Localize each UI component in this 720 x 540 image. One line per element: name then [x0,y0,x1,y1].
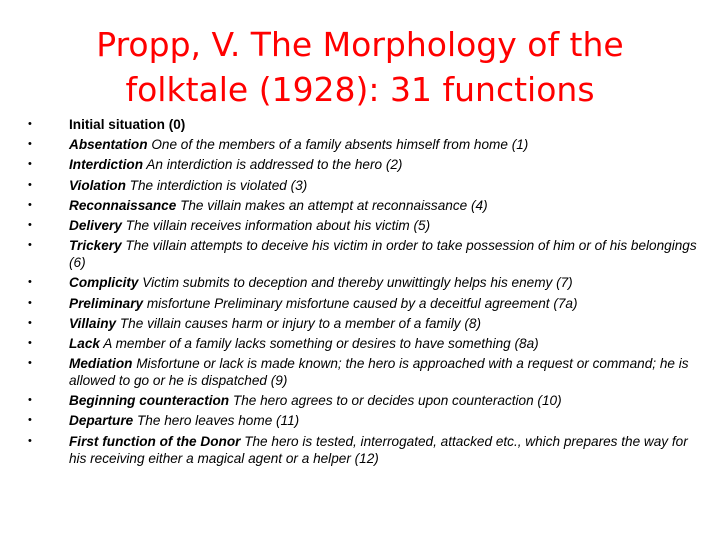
function-term: Preliminary [69,295,144,311]
functions-list [28,116,708,470]
function-description: The hero is tested, interrogated, attacked etc., which prepares the way for his receiving either a magical agent or a helper (12) [69,433,688,466]
list-item [28,156,708,173]
bullet-icon: • [28,394,32,407]
list-item [28,136,708,153]
function-description: The hero agrees to or decides upon counteraction (10) [229,393,562,409]
list-item [28,315,708,332]
function-description: A member of a family lacks something or desires to have something (8a) [99,335,539,351]
list-item [28,412,708,429]
list-item [28,295,708,312]
list-item [28,197,708,214]
function-description: misfortune Preliminary misfortune caused by a deceitful agreement (7a) [143,295,578,311]
list-item [28,392,708,409]
list-item [28,335,708,352]
bullet-icon: • [28,158,32,171]
function-term: Villainy [69,315,117,331]
function-term: Absentation [69,137,148,153]
function-term: Beginning counteraction [69,393,230,409]
bullet-icon: • [28,138,32,151]
bullet-icon: • [28,414,32,427]
bullet-icon: • [28,316,32,329]
function-description: The villain attempts to deceive his victim in order to take possession of him or of his belongings (6) [69,238,697,271]
bullet-icon: • [28,178,32,191]
bullet-icon: • [28,296,32,309]
bullet-icon: • [28,336,32,349]
bullet-icon: • [28,357,32,370]
function-description: The villain receives information about his victim (5) [121,217,431,233]
function-description: An interdiction is addressed to the hero (2) [143,157,403,173]
function-description: The hero leaves home (11) [133,413,300,429]
list-item [28,116,708,133]
function-term: Lack [69,335,100,351]
function-term: Reconnaissance [69,197,177,213]
function-term: Delivery [69,217,122,233]
bullet-icon: • [28,218,32,231]
bullet-icon: • [28,276,32,289]
slide-title: Propp, V. The Morphology of the folktale (1928): 31 functions [96,25,624,109]
function-description: Misfortune or lack is made known; the hero is approached with a request or command; he is allowed to go or he is dispatched (9) [69,356,689,389]
function-description: The interdiction is violated (3) [125,177,308,193]
bullet-icon: • [28,434,32,447]
function-term: Interdiction [69,157,144,173]
function-description: Victim submits to deception and thereby unwittingly helps his enemy (7) [138,275,573,291]
list-item [28,355,708,389]
bullet-icon: • [28,118,32,130]
list-item [28,177,708,194]
bullet-icon: • [28,198,32,211]
list-item [28,433,708,467]
function-description: The villain makes an attempt at reconnaissance (4) [176,197,488,213]
function-description: The villain causes harm or injury to a member of a family (8) [116,315,481,331]
list-item [28,274,708,291]
function-term: Complicity [69,275,139,291]
list-item [28,217,708,234]
function-term: First function of the Donor [69,433,241,449]
list-item [28,237,708,271]
function-term: Mediation [69,356,133,372]
function-term: Violation [69,177,126,193]
function-term: Departure [69,413,134,429]
bullet-icon: • [28,239,32,252]
function-term: Initial situation (0) [69,117,186,132]
function-description: One of the members of a family absents himself from home (1) [147,137,529,153]
function-term: Trickery [69,238,122,254]
